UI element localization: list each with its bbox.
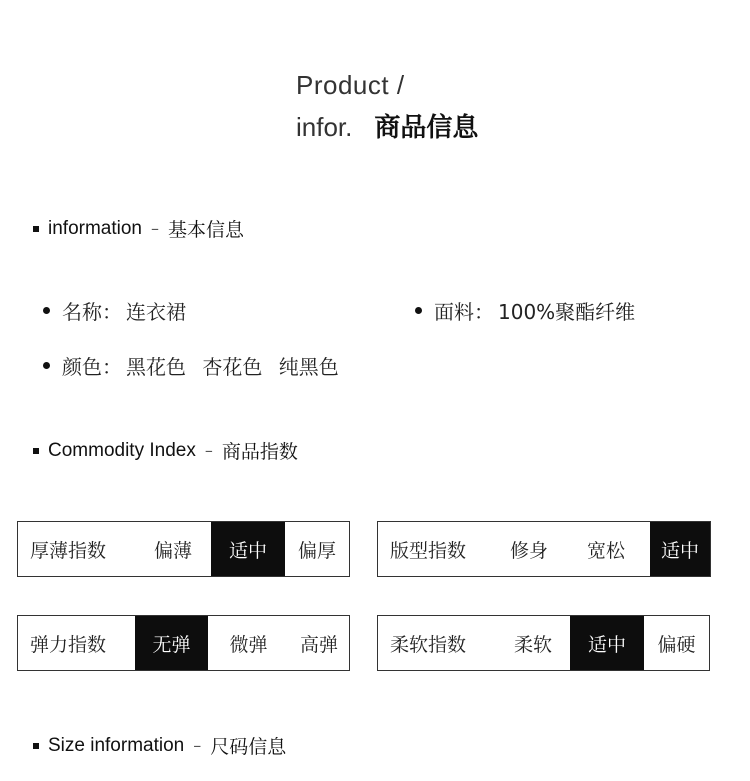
- index-option: 微弹: [229, 633, 268, 656]
- section-en: Commodity Index: [48, 439, 196, 461]
- section-en: information: [48, 217, 142, 239]
- index-option: 高弹: [299, 633, 338, 656]
- index-option: 偏厚: [297, 539, 336, 562]
- bullet-icon: [43, 362, 50, 369]
- info-label: 颜色：: [62, 355, 122, 379]
- info-label: 名称：: [62, 300, 122, 324]
- section-cn: 基本信息: [168, 219, 245, 241]
- index-option: 偏硬: [657, 633, 696, 656]
- index-option-selected: 适中: [211, 522, 285, 576]
- section-cn: 商品指数: [221, 441, 298, 463]
- section-size-info: [33, 732, 286, 759]
- index-option: 柔软: [513, 633, 552, 656]
- index-option: 偏薄: [153, 539, 192, 562]
- square-bullet-icon: [33, 743, 39, 749]
- title-cn: 商品信息: [374, 112, 479, 142]
- index-option-selected: 适中: [650, 522, 710, 576]
- title-en-line2: infor.: [296, 112, 353, 142]
- info-value: 黑花色 杏花色 纯黑色: [126, 355, 339, 379]
- bullet-icon: [415, 307, 422, 314]
- index-option: 修身: [509, 539, 548, 562]
- index-elasticity: [17, 615, 350, 671]
- index-title: 弹力指数: [30, 633, 107, 656]
- info-value: 连衣裙: [126, 300, 186, 324]
- info-value: 100%聚酯纤维: [498, 300, 636, 324]
- section-en: Size information: [48, 734, 185, 756]
- index-title: 柔软指数: [390, 633, 467, 656]
- section-dash: –: [151, 219, 159, 238]
- index-option-selected: 无弹: [135, 616, 208, 670]
- info-item-fabric: [415, 296, 635, 325]
- index-fit: [377, 521, 711, 577]
- index-option-selected: 适中: [570, 616, 644, 670]
- index-softness: [377, 615, 710, 671]
- title-en-line1: Product /: [296, 70, 405, 100]
- bullet-icon: [43, 307, 50, 314]
- section-basic-info: [33, 215, 244, 242]
- section-cn: 尺码信息: [210, 736, 287, 758]
- index-thickness: [17, 521, 350, 577]
- index-title: 厚薄指数: [30, 539, 107, 562]
- section-dash: –: [204, 441, 213, 460]
- square-bullet-icon: [33, 448, 39, 454]
- index-title: 版型指数: [390, 539, 467, 562]
- section-dash: –: [193, 736, 202, 755]
- info-label: 面料：: [434, 300, 494, 324]
- index-option: 宽松: [586, 539, 625, 562]
- square-bullet-icon: [33, 226, 39, 232]
- info-item-name: [43, 296, 186, 325]
- title-line2: [296, 107, 478, 144]
- info-item-color: [43, 351, 339, 380]
- section-commodity-index: [33, 437, 298, 464]
- page-title: [296, 70, 478, 144]
